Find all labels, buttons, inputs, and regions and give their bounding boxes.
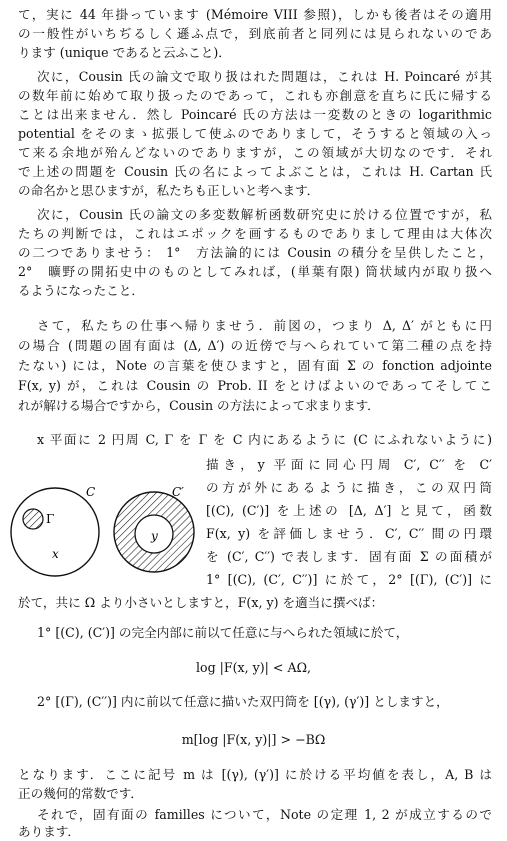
text-line: の場合 (問題の固有面は (Δ, Δ′) の近傍で与へられていて第二種の点を持 <box>18 338 492 353</box>
text-line: を (C′, C′′) で表します．固有面 Σ の面積が <box>206 549 492 564</box>
label-y: y <box>151 529 158 543</box>
text-line: ことは出来ません．然し Poincaré 氏の方法は一変数のときの logarithmic <box>18 107 492 122</box>
text-line: の命名かと思ひますが，私たちも正しいと考へます． <box>18 183 320 198</box>
text-line: の二つでありませう： 1° 方法論的には Cousin の積分を呈供したこと， <box>18 245 492 260</box>
text-line: 1° [(C), (C′, C′′)] に於て，2° [(Γ), (C′)] に <box>206 572 492 587</box>
text-line: [(C), (C′)] を上述の [Δ, Δ′] と見て，函数 <box>206 503 492 518</box>
circles-figure <box>10 476 200 588</box>
label-gamma: Γ <box>46 512 55 526</box>
text-line-final: あります． <box>18 824 80 839</box>
math-display: log |F(x, y)| < AΩ, <box>195 660 312 675</box>
text-line: 1° [(C), (C′)] の完全内部に前以て任意に与へられた領域に於て， <box>37 625 409 640</box>
text-line: それで，固有面の familles について，Note の定理 1, 2 が成立するので <box>37 807 492 822</box>
text-line: さて，私たちの仕事へ帰りませう．前図の，つまり Δ, Δ′ がともに円 <box>37 318 492 333</box>
text-line: の数年前に始めて取り扱ったのであって，これも亦創意を直ちに氏に帰する <box>18 88 492 103</box>
circle-c <box>11 488 99 576</box>
text-line: となります．ここに記号 m は [(γ), (γ′)] に於ける平均値を表し，A, B は <box>18 767 492 782</box>
label-c-prime: C′ <box>172 485 184 499</box>
text-line: 描き，y 平面に同心円周 C′, C′′ を C′ <box>206 457 492 472</box>
text-line: 於て，共に Ω より小さいとしますと，F(x, y) を適当に撰べば： <box>18 595 384 610</box>
math-display: m[log |F(x, y)|] > −BΩ <box>181 732 326 747</box>
text-line: 次に，Cousin 氏の論文の多変数解析函数研究史に於ける位置ですが，私 <box>37 207 492 222</box>
text-line: るようになったこと． <box>18 283 144 298</box>
text-line: て，実に 44 年掛っています (Mémoire VIII 参照)，しかも後者はその適用 <box>18 7 492 22</box>
text-line: の方が外にあるように描き，この双円筒 <box>206 480 492 495</box>
text-line: 正の幾何的常数です． <box>18 786 143 801</box>
text-line: ります (unique であると云ふこと)． <box>18 45 231 60</box>
label-x: x <box>52 547 59 561</box>
text-line: F(x, y) を評価しませう．C′, C′′ 間の円環 <box>206 526 492 541</box>
label-c: C <box>86 485 96 499</box>
text-line: れが解ける場合ですから，Cousin の方法によって求まります． <box>18 398 380 413</box>
text-line: F(x, y) が，これは Cousin の Prob. II をとけばよいのであってそしてこ <box>18 378 492 393</box>
text-line: 2° 曠野の開拓史中のものとしてみれば，(単葉有限) 筒状域内が取り扱へ <box>18 264 492 279</box>
text-line: たちの判断では，これはエポックを画するものでありまして理由は大体次 <box>18 226 492 241</box>
text-line: 次に，Cousin 氏の論文で取り扱はれた問題は，これは H. Poincaré が其 <box>37 69 492 84</box>
text-line: たない) には，Note の言葉を使ひますと，固有面 Σ の fonction adjointe <box>18 358 492 373</box>
text-line: x 平面に 2 円周 C, Γ を Γ を C 内にあるように (C にふれないように) <box>37 432 492 447</box>
text-line: の一般性がいちぢるしく遜ふ点で，到底前者と同列には見られないのであ <box>18 26 492 41</box>
text-line: で上述の問題を Cousin 氏の名によってよぶことは，これは H. Cartan 氏 <box>18 164 492 179</box>
text-line: て来る余地が殆んどないのでありますが，この領域が大切なのです．それ <box>18 145 492 160</box>
circle-gamma <box>23 509 43 529</box>
text-line: potential をそのまゝ拡張して使ふのでありまして，そうすると領域の入っ <box>18 126 492 141</box>
text-line: 2° [(Γ), (C′′)] 内に前以て任意に描いた双円筒を [(γ), (γ′)] としますと， <box>37 694 449 709</box>
